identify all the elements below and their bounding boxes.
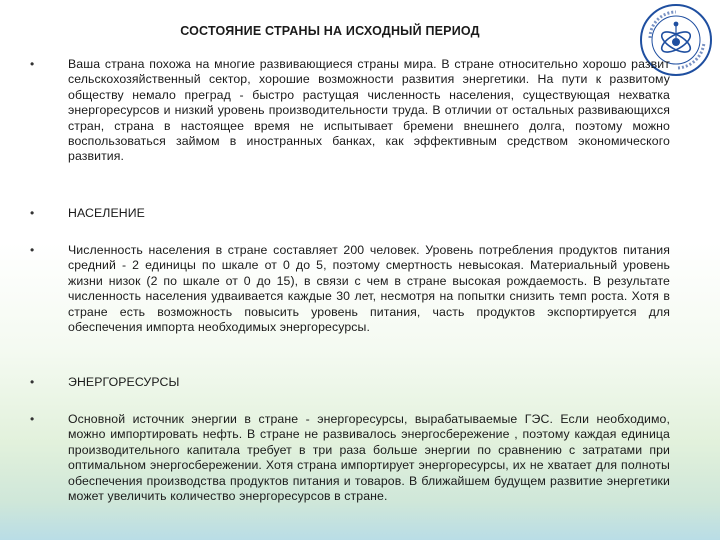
bullet-icon: • bbox=[30, 206, 35, 220]
bullet-icon: • bbox=[30, 375, 35, 389]
energy-heading: ЭНЕРГОРЕСУРСЫ bbox=[68, 375, 180, 389]
slide-title: СОСТОЯНИЕ СТРАНЫ НА ИСХОДНЫЙ ПЕРИОД bbox=[180, 24, 480, 38]
intro-paragraph: Ваша страна похожа на многие развивающиеся страны мира. В стране относительно хорошо развит сельскохозяйственный сектор, хорошие возможности развития энергетики. На пути к развитому обществу немало преград - быстро растущая численность населения, существующая нехватка энергоресурсов и низкий уровень производительности труда. В отличии от остальных развивающихся стран, страна в настоящее время не испытывает бремени внешнего долга, поэтому можно воспользоваться займом в иностранных банках, как эффективным средством экономического развития. bbox=[68, 57, 670, 164]
energy-paragraph: Основной источник энергии в стране - энергоресурсы, вырабатываемые ГЭС. Если необходимо, можно импортировать нефть. В стране не развивалось энергосбережение , поэтому каждая единица производительного капитала требует в три раза больше энергии по сравнению с затратами при оптимальном энергосбережении. Хотя страна импортирует энергоресурсы, их не хватает для полноты обеспечения производства продуктов питания и товаров. В ближайшем будущем развитие энергетики может увеличить количество энергоресурсов в стране. bbox=[68, 412, 670, 504]
population-heading: НАСЕЛЕНИЕ bbox=[68, 206, 145, 220]
bullet-icon: • bbox=[30, 243, 35, 257]
population-paragraph: Численность населения в стране составляет 200 человек. Уровень потребления продуктов питания средний - 2 единицы по шкале от 0 до 5, поэтому смертность невысокая. Материальный уровень жизни низок (2 по шкале от 0 до 15), в связи с чем в стране высокая рождаемость. В результате численность населения удваивается каждые 30 лет, несмотря на попытки снизить темп роста. Хотя в стране есть возможность повысить уровень питания, часть продуктов экспортируется для обеспечения импорта необходимых энергоресурсы. bbox=[68, 243, 670, 335]
bullet-icon: • bbox=[30, 57, 35, 71]
bullet-icon: • bbox=[30, 412, 35, 426]
